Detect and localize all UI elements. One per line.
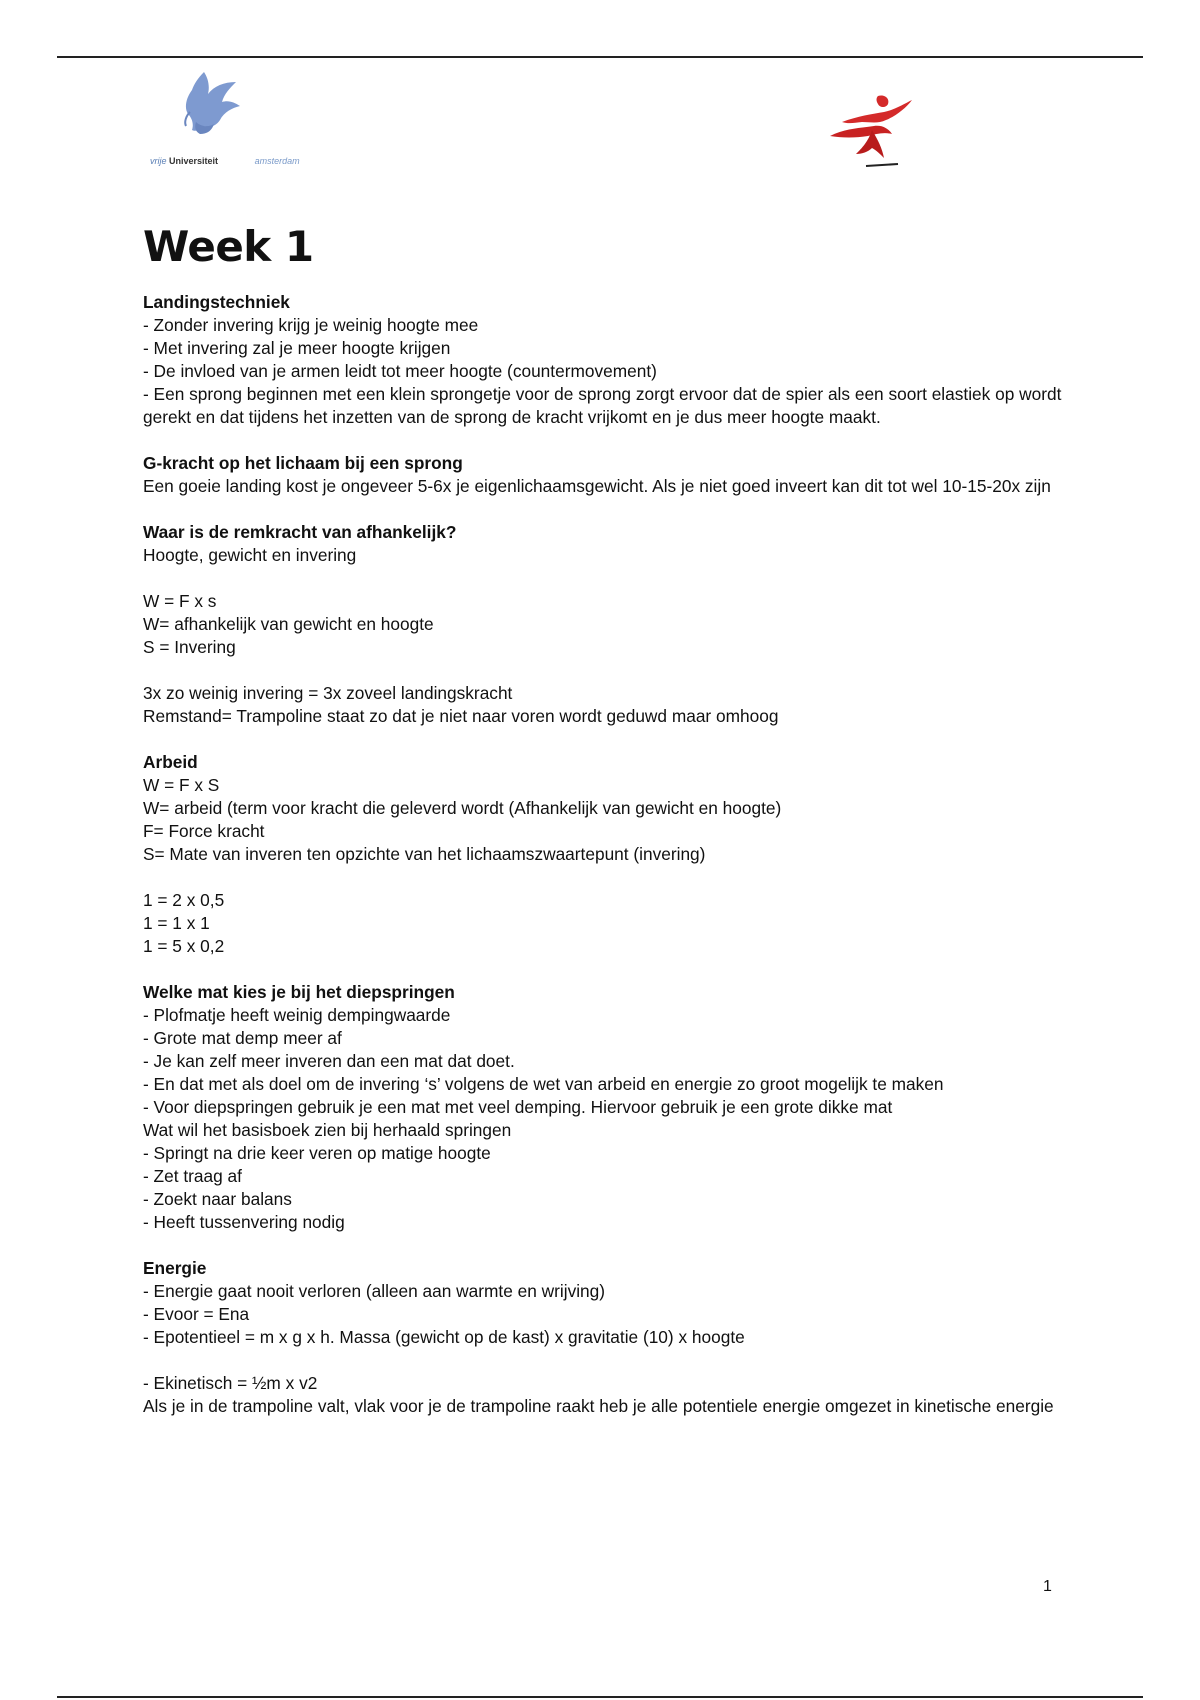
section-heading-mat: Welke mat kies je bij het diepspringen bbox=[143, 982, 455, 1002]
section-heading-arbeid: Arbeid bbox=[143, 752, 198, 772]
formula-line: W = F x S bbox=[143, 775, 220, 795]
text-line: F= Force kracht bbox=[143, 821, 265, 841]
text-line: - Zoekt naar balans bbox=[143, 1189, 292, 1209]
section-heading-gforce: G-kracht op het lichaam bij een sprong bbox=[143, 453, 463, 473]
text-line: S= Mate van inveren ten opzichte van het lichaamszwaartepunt (invering) bbox=[143, 844, 706, 864]
section-heading-energie: Energie bbox=[143, 1258, 207, 1278]
text-line: - Met invering zal je meer hoogte krijgen bbox=[143, 338, 451, 358]
text-line: - De invloed van je armen leidt tot meer hoogte (countermovement) bbox=[143, 361, 657, 381]
text-paragraph: - En dat met als doel om de invering ‘s’ volgens de wet van arbeid en energie zo groot mogelijk te maken bbox=[143, 1074, 944, 1094]
formula-line: 1 = 1 x 1 bbox=[143, 913, 210, 933]
page-number: 1 bbox=[1043, 1578, 1052, 1595]
text-line: - Zonder invering krijg je weinig hoogte mee bbox=[143, 315, 479, 335]
text-line: 3x zo weinig invering = 3x zoveel landingskracht bbox=[143, 683, 513, 703]
header-rule bbox=[57, 56, 1143, 58]
text-line: - Plofmatje heeft weinig dempingwaarde bbox=[143, 1005, 451, 1025]
runner-icon bbox=[822, 92, 922, 176]
formula-line: - Evoor = Ena bbox=[143, 1304, 250, 1324]
text-line: W= arbeid (term voor kracht die geleverd wordt (Afhankelijk van gewicht en hoogte) bbox=[143, 798, 782, 818]
footer-rule bbox=[57, 1696, 1143, 1698]
text-line: - Voor diepspringen gebruik je een mat met veel demping. Hiervoor gebruik je een grote dikke mat bbox=[143, 1097, 893, 1117]
formula-line: - Ekinetisch = ½m x v2 bbox=[143, 1373, 318, 1393]
text-line: Hoogte, gewicht en invering bbox=[143, 545, 357, 565]
text-line: Wat wil het basisboek zien bij herhaald springen bbox=[143, 1120, 512, 1140]
text-line: Remstand= Trampoline staat zo dat je niet naar voren wordt geduwd maar omhoog bbox=[143, 706, 779, 726]
text-paragraph: Als je in de trampoline valt, vlak voor je de trampoline raakt heb je alle potentiele energie omgezet in kinetische energie bbox=[143, 1396, 1054, 1416]
vu-word-vrije: vrije bbox=[150, 156, 167, 166]
text-line: - Zet traag af bbox=[143, 1166, 242, 1186]
text-paragraph: - Een sprong beginnen met een klein sprongetje voor de sprong zorgt ervoor dat de spier als een soort elastiek op wordt gerekt en dat tijdens het inzetten van de sprong de kracht vrijkomt en je dus meer hoogte maakt. bbox=[143, 384, 1062, 427]
text-line: - Springt na drie keer veren op matige hoogte bbox=[143, 1143, 491, 1163]
text-line: - Je kan zelf meer inveren dan een mat dat doet. bbox=[143, 1051, 515, 1071]
text-line: - Epotentieel = m x g x h. Massa (gewicht op de kast) x gravitatie (10) x hoogte bbox=[143, 1327, 745, 1347]
vu-word-amsterdam: amsterdam bbox=[254, 156, 300, 166]
page-title: Week 1 bbox=[143, 222, 314, 271]
text-paragraph: Een goeie landing kost je ongeveer 5-6x je eigenlichaamsgewicht. Als je niet goed inveert kan dit tot wel 10-15-20x zijn bbox=[143, 476, 1051, 496]
text-line: - Grote mat demp meer af bbox=[143, 1028, 342, 1048]
text-line: S = Invering bbox=[143, 637, 236, 657]
text-line: - Energie gaat nooit verloren (alleen aan warmte en wrijving) bbox=[143, 1281, 606, 1301]
text-line: W= afhankelijk van gewicht en hoogte bbox=[143, 614, 434, 634]
section-heading-brake: Waar is de remkracht van afhankelijk? bbox=[143, 522, 457, 542]
formula-line: 1 = 5 x 0,2 bbox=[143, 936, 225, 956]
formula-line: W = F x s bbox=[143, 591, 217, 611]
section-heading-landing: Landingstechniek bbox=[143, 292, 290, 312]
runner-logo bbox=[822, 92, 922, 176]
griffin-icon bbox=[174, 68, 244, 140]
document-body bbox=[143, 291, 1063, 1418]
formula-line: 1 = 2 x 0,5 bbox=[143, 890, 225, 910]
vu-wordmark bbox=[150, 156, 300, 166]
vu-word-universiteit: Universiteit bbox=[169, 156, 219, 166]
vu-logo bbox=[150, 68, 350, 178]
text-line: - Heeft tussenvering nodig bbox=[143, 1212, 345, 1232]
